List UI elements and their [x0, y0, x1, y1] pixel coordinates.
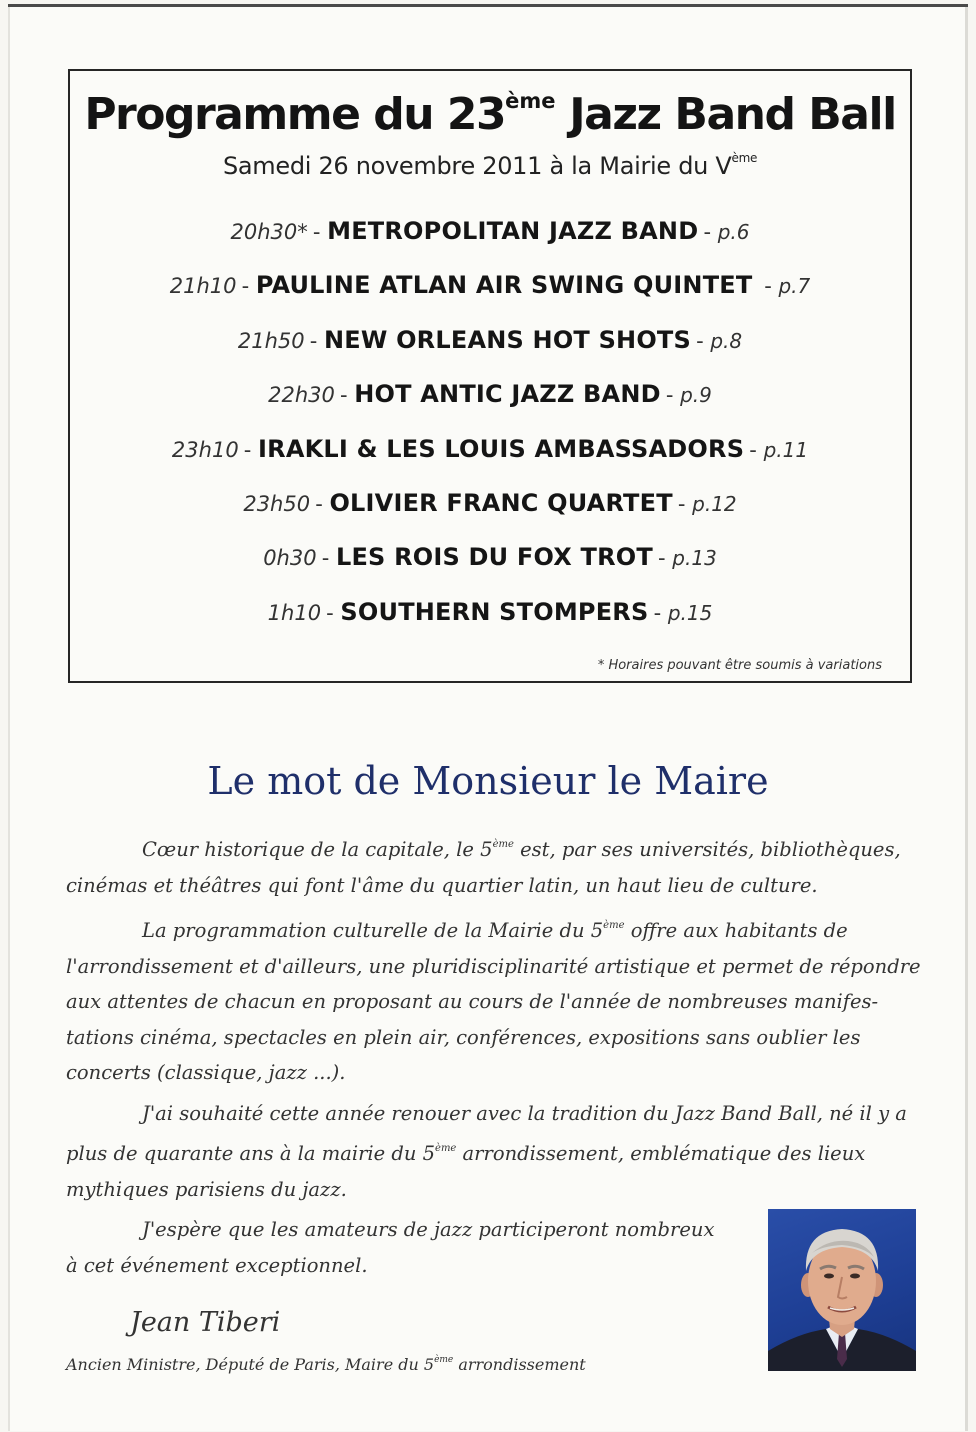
slot-page: p.9 — [680, 383, 712, 407]
slot-time: 1h10 — [267, 601, 322, 625]
slot-time: 21h10 — [169, 274, 237, 298]
slot-band: NEW ORLEANS HOT SHOTS — [323, 326, 691, 354]
slot-page: p.7 — [778, 274, 811, 298]
slot-band: OLIVIER FRANC QUARTET — [329, 489, 673, 517]
schedule-footnote: * Horaires pouvant être soumis à variations — [597, 658, 882, 673]
slot-time: 20h30* — [230, 220, 308, 244]
programme-title: Programme du 23ème Jazz Band Ball — [84, 89, 896, 140]
schedule-item: 22h30 - HOT ANTIC JAZZ BAND - p.9 — [268, 380, 712, 408]
signature: Jean Tiberi — [130, 1307, 281, 1338]
slot-band: PAULINE ATLAN AIR SWING QUINTET — [255, 271, 753, 299]
schedule-item: 21h10 - PAULINE ATLAN AIR SWING QUINTET - p.7 — [169, 271, 811, 299]
slot-band: IRAKLI & LES LOUIS AMBASSADORS — [258, 435, 745, 463]
mayor-portrait-photo — [768, 1209, 916, 1371]
slot-time: 22h30 — [268, 383, 335, 407]
schedule-item: 23h10 - IRAKLI & LES LOUIS AMBASSADORS - p.11 — [171, 435, 809, 463]
slot-page: p.13 — [672, 546, 717, 570]
slot-band: METROPOLITAN JAZZ BAND — [327, 217, 699, 245]
slot-page: p.11 — [763, 438, 809, 462]
mayor-heading: Le mot de Monsieur le Maire — [207, 759, 769, 803]
slot-page: p.12 — [692, 492, 737, 516]
programme-box — [68, 69, 912, 683]
slot-page: p.15 — [667, 601, 713, 625]
programme-subtitle: Samedi 26 novembre 2011 à la Mairie du Vème — [222, 151, 758, 180]
schedule-item: 0h30 - LES ROIS DU FOX TROT - p.13 — [263, 543, 717, 571]
slot-time: 23h50 — [243, 492, 311, 516]
slot-band: HOT ANTIC JAZZ BAND — [354, 380, 661, 408]
portrait-illustration — [768, 1209, 916, 1371]
slot-band: SOUTHERN STOMPERS — [340, 598, 649, 626]
schedule-item: 21h50 - NEW ORLEANS HOT SHOTS - p.8 — [237, 326, 743, 354]
letter-paragraph: La programmation culturelle de la Mairie du 5ème offre aux habitants de l'arrondissement et d'ailleurs, une pluridisciplinarité artistique et permet de répondre aux attentes de chacun en proposant au cours de l'année de nombreuses manifes-tations cinéma, spectacles en plein air, conférences, expositions sans oublier les concerts (classique, jazz ...). — [66, 919, 921, 1084]
brochure-page — [8, 4, 968, 1431]
slot-page: p.6 — [717, 220, 750, 244]
slot-time: 0h30 — [263, 546, 317, 570]
letter-paragraph: J'espère que les amateurs de jazz participeront nombreux à cet événement exceptionnel. — [66, 1218, 715, 1277]
schedule-item: 1h10 - SOUTHERN STOMPERS - p.15 — [267, 598, 713, 626]
schedule-item: 20h30* - METROPOLITAN JAZZ BAND - p.6 — [230, 217, 750, 245]
slot-time: 23h10 — [171, 438, 239, 462]
slot-page: p.8 — [710, 329, 743, 353]
letter-paragraph: J'ai souhaité cette année renouer avec la tradition du Jazz Band Ball, né il y a plus de quarante ans à la mairie du 5ème arrondissement, emblématique des lieux mythiques parisiens du jazz. — [66, 1101, 907, 1201]
letter-paragraph: Cœur historique de la capitale, le 5ème est, par ses universités, bibliothèques, cinémas et théâtres qui font l'âme du quartier latin, un haut lieu de culture. — [66, 838, 901, 897]
slot-time: 21h50 — [237, 329, 305, 353]
slot-band: LES ROIS DU FOX TROT — [335, 543, 653, 571]
signature-title: Ancien Ministre, Député de Paris, Maire du 5ème arrondissement — [66, 1355, 586, 1374]
schedule-item: 23h50 - OLIVIER FRANC QUARTET - p.12 — [243, 489, 737, 517]
